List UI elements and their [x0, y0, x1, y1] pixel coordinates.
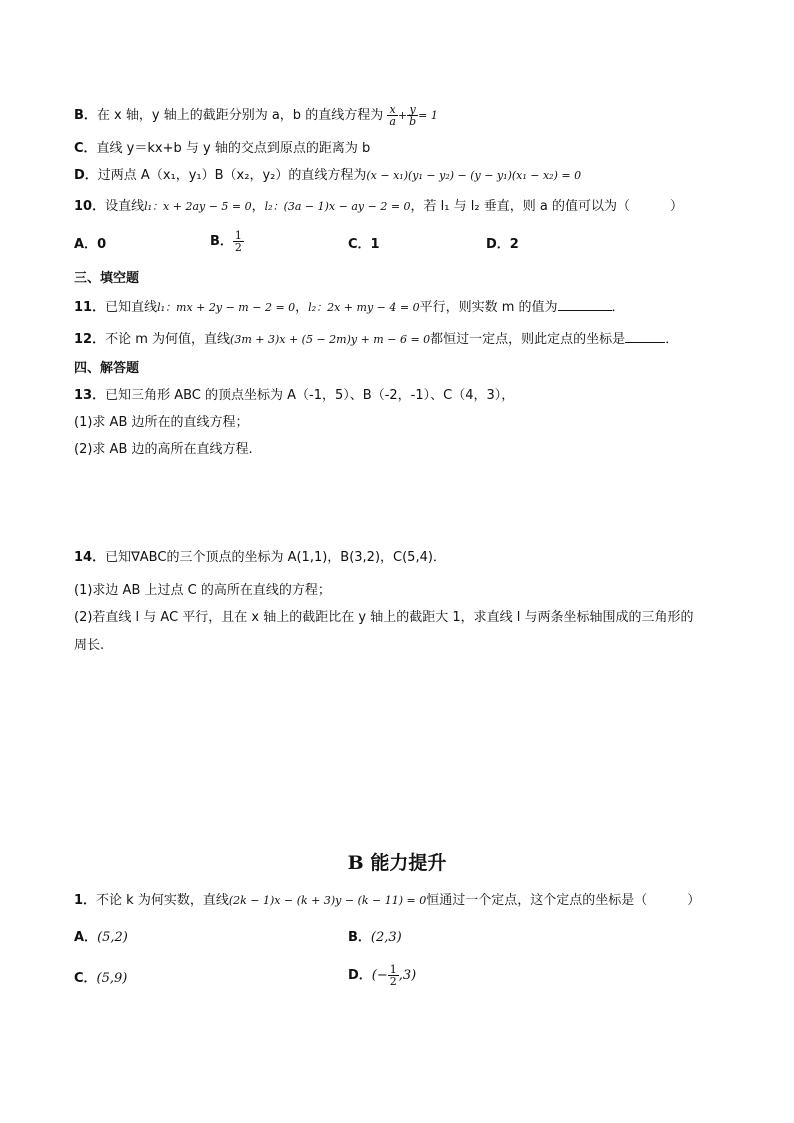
- option-text: 过两点 A（x₁，y₁）B（x₂，y₂）的直线方程为: [97, 168, 367, 183]
- q13-part-2: (2)求 AB 边的高所在直线方程.: [74, 442, 253, 457]
- line-l1-equation: l₁：mx + 2y − m − 2 = 0: [157, 301, 296, 314]
- question-number: 11．: [74, 300, 106, 315]
- option-value: 1: [370, 237, 380, 252]
- line-l2-equation: l₂：2x + my − 4 = 0: [308, 301, 420, 314]
- question-text-b: 都恒过一定点，则此定点的坐标是: [430, 332, 626, 347]
- option-value: (5,2): [97, 930, 128, 945]
- q10-option-c: [348, 236, 380, 254]
- option-label: B．: [210, 234, 233, 249]
- section-heading-solve: 四、解答题: [74, 361, 140, 376]
- section-heading-fill-blank: 三、填空题: [74, 271, 140, 286]
- question-text-b: 恒通过一个定点，这个定点的坐标是（: [426, 893, 648, 908]
- q10-option-b: [210, 230, 244, 253]
- q13-part-1: (1)求 AB 边所在的直线方程；: [74, 415, 249, 430]
- line-l1-equation: l₁：x + 2ay − 5 = 0: [144, 200, 252, 213]
- option-text: 在 x 轴，y 轴上的截距分别为 a，b 的直线方程为: [96, 108, 384, 123]
- b1-option-c: [74, 970, 127, 988]
- q10-option-a: [74, 236, 106, 254]
- question-number: 10．: [74, 199, 106, 214]
- option-label: D．: [348, 968, 372, 983]
- option-value: 2: [509, 237, 519, 252]
- question-11: [74, 298, 625, 317]
- b1-option-d: [348, 964, 416, 987]
- q9-option-c: [74, 140, 370, 158]
- option-label: C．: [74, 141, 97, 156]
- period: ．: [611, 300, 625, 315]
- b1-option-a: [74, 929, 128, 947]
- fraction-one-half: $\frac{1}{2}$: [389, 963, 397, 988]
- question-text: 不论 k 为何实数，直线: [96, 893, 229, 908]
- question-text: 不论 m 为何值，直线: [105, 332, 231, 347]
- question-number: 1．: [74, 893, 97, 908]
- option-label: D．: [74, 168, 98, 183]
- option-label: A．: [74, 930, 98, 945]
- question-text: 已知三角形 ABC 的顶点坐标为 A（-1，5）、B（-2，-1）、C（4，3），: [105, 388, 515, 403]
- equation: (x − x₁)(y₁ − y₂) − (y − y₁)(x₁ − x₂) = 0: [366, 169, 582, 182]
- question-text-b: ，若 l₁ 与 l₂ 垂直，则 a 的值可以为（: [410, 199, 630, 214]
- line-l2-equation: l₂：(3a − 1)x − ay − 2 = 0: [264, 200, 411, 213]
- fraction-x-over-a: $\frac{x}{a}$: [389, 103, 396, 128]
- line-equation: (2k − 1)x − (k + 3)y − (k − 11) = 0: [228, 894, 427, 907]
- question-10: [74, 198, 683, 216]
- q14-part-1: (1)求边 AB 上过点 C 的高所在直线的方程；: [74, 583, 331, 598]
- question-text-b: 平行，则实数 m 的值为: [419, 300, 558, 315]
- separator: ，: [295, 300, 309, 315]
- question-14: [74, 549, 446, 567]
- answer-blank[interactable]: [558, 298, 612, 311]
- answer-paren-close: ）: [669, 199, 683, 214]
- option-label: C．: [74, 971, 97, 986]
- option-label: B．: [74, 108, 97, 123]
- separator: ，: [251, 199, 265, 214]
- period: ．: [665, 332, 679, 347]
- ability-question-1: [74, 892, 700, 910]
- coord-open: (−: [371, 968, 388, 983]
- option-label: D．: [486, 237, 510, 252]
- equation-tail: = 1: [418, 109, 438, 122]
- question-number: 12．: [74, 332, 106, 347]
- q14-part-2: (2)若直线 l 与 AC 平行，且在 x 轴上的截距比在 y 轴上的截距大 1，求直线 l 与两条坐标轴围成的三角形的: [74, 610, 694, 625]
- q10-option-d: [486, 236, 519, 254]
- option-label: C．: [348, 237, 371, 252]
- question-13: [74, 387, 514, 405]
- section-title-ability: B 能力提升: [347, 852, 447, 874]
- option-label: A．: [74, 237, 98, 252]
- answer-paren-close: ）: [687, 893, 701, 908]
- fraction-one-half: $\frac{1}{2}$: [234, 229, 242, 254]
- fraction-y-over-b: $\frac{y}{b}$: [409, 103, 417, 128]
- coord-close: ,3): [398, 968, 417, 983]
- q9-option-b: B．在 x 轴，y 轴上的截距分别为 a，b 的直线方程为 $\frac{x}{a}$ + $\frac{y}{b}$ = 1: [74, 103, 438, 128]
- question-number: 13．: [74, 388, 106, 403]
- b1-option-b: [348, 929, 402, 947]
- option-value: (5,9): [96, 971, 128, 986]
- line-equation: (3m + 3)x + (5 − 2m)y + m − 6 = 0: [230, 333, 431, 346]
- question-12: [74, 330, 678, 349]
- option-value: (2,3): [370, 930, 402, 945]
- question-text: 已知∇ABC的三个顶点的坐标为 A(1,1)，B(3,2)，C(5,4)．: [105, 550, 446, 565]
- q9-option-d: [74, 167, 581, 185]
- option-value: 0: [97, 237, 107, 252]
- option-label: B．: [348, 930, 371, 945]
- question-number: 14．: [74, 550, 106, 565]
- option-text: 直线 y＝kx+b 与 y 轴的交点到原点的距离为 b: [96, 141, 371, 156]
- question-text: 已知直线: [105, 300, 158, 315]
- question-text: 设直线: [105, 199, 145, 214]
- q14-part-2-continued: 周长.: [74, 638, 105, 653]
- answer-blank[interactable]: [625, 330, 665, 343]
